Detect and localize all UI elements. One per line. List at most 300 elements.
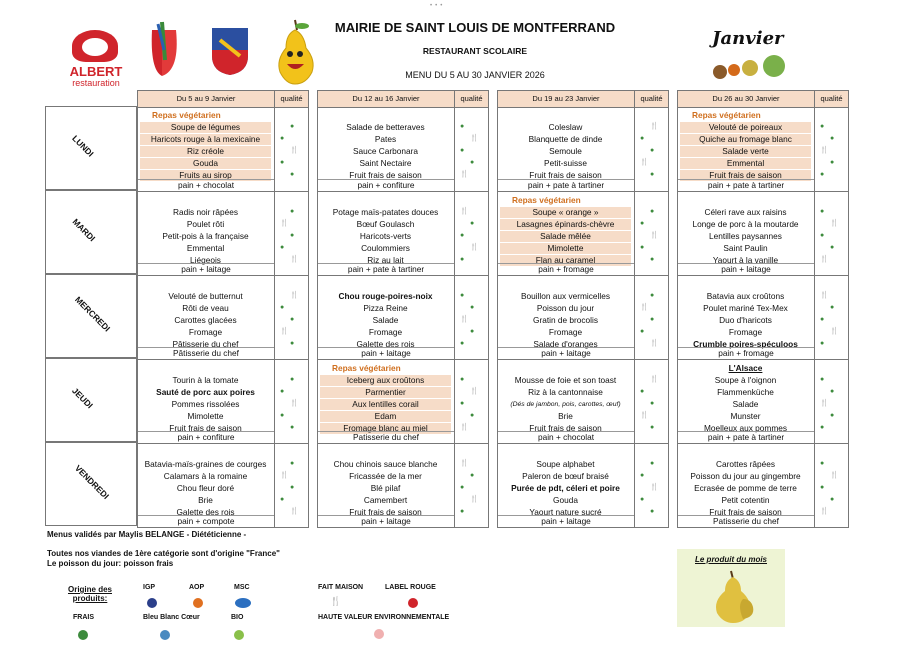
week-column bbox=[497, 90, 669, 528]
frais-icon: ● bbox=[830, 304, 835, 311]
bread-line: Patisserie du chef bbox=[678, 515, 814, 527]
frais-icon: ● bbox=[820, 376, 825, 383]
menu-item: Crumble poires-spéculoos bbox=[693, 339, 798, 349]
menu-item: Salade d'oranges bbox=[533, 339, 598, 349]
fait-maison-icon: 🍴 bbox=[460, 208, 469, 215]
bread-line: pain + confiture bbox=[318, 179, 454, 191]
frais-icon: ● bbox=[820, 424, 825, 431]
day-label-lundi: LUNDI bbox=[45, 106, 137, 190]
menu-item: Semoule bbox=[549, 146, 582, 156]
frais-icon: ● bbox=[640, 472, 645, 479]
frais-icon: ● bbox=[280, 159, 285, 166]
frais-icon: ● bbox=[470, 304, 475, 311]
frais-icon: ● bbox=[820, 316, 825, 323]
menu-item: Salade mêlée bbox=[500, 231, 631, 242]
frais-icon: ● bbox=[280, 135, 285, 142]
town-flag-logo bbox=[148, 20, 182, 78]
frais-icon: ● bbox=[460, 340, 465, 347]
menu-item: Pizza Reine bbox=[363, 303, 408, 313]
menu-item: Batavia-maïs-graines de courges bbox=[144, 459, 267, 469]
menu-item: Fruit frais de saison bbox=[709, 507, 782, 517]
fait-maison-icon: 🍴 bbox=[820, 400, 829, 407]
menu-item: Longe de porc à la moutarde bbox=[692, 219, 799, 229]
frais-icon: ● bbox=[460, 400, 465, 407]
day-cell bbox=[138, 107, 308, 191]
bread-line: pain + laitage bbox=[318, 347, 454, 359]
menu-item: Mimolette bbox=[187, 411, 224, 421]
day-cell bbox=[138, 191, 308, 275]
menu-item: Petit-suisse bbox=[544, 158, 587, 168]
menu-item: Poisson du jour au gingembre bbox=[690, 471, 801, 481]
day-cell bbox=[318, 191, 488, 275]
menu-item: Gouda bbox=[140, 158, 271, 169]
menu-item: (Dés de jambon, pois, carottes, œuf) bbox=[510, 401, 621, 408]
legend-hve-label: HAUTE VALEUR ENVIRONNEMENTALE bbox=[318, 614, 450, 621]
week-column bbox=[677, 90, 849, 528]
frais-icon: ● bbox=[650, 147, 655, 154]
menu-item: Riz à la cantonnaise bbox=[528, 387, 603, 397]
menu-item: Flan au caramel bbox=[500, 255, 631, 266]
frais-icon: ● bbox=[460, 232, 465, 239]
menu-item: Chou chinois sauce blanche bbox=[333, 459, 438, 469]
menu-item: Camembert bbox=[363, 495, 408, 505]
origine-label: Origine des produits: bbox=[67, 585, 112, 603]
menu-item: Fromage bbox=[728, 327, 763, 337]
frais-icon: ● bbox=[640, 220, 645, 227]
menu-item: Edam bbox=[320, 411, 451, 422]
day-cell bbox=[318, 443, 488, 527]
frais-icon: ● bbox=[820, 171, 825, 178]
menu-item: Sauce Carbonara bbox=[352, 146, 419, 156]
frais-icon: ● bbox=[280, 304, 285, 311]
menu-item bbox=[320, 279, 451, 290]
vegetarian-label: Repas végétarien bbox=[152, 110, 221, 120]
fait-maison-icon: 🍴 bbox=[290, 292, 299, 299]
bread-line: pain + confiture bbox=[138, 431, 274, 443]
menu-item: Riz créole bbox=[140, 146, 271, 157]
frais-icon: ● bbox=[650, 460, 655, 467]
day-cell bbox=[678, 275, 848, 359]
menu-item bbox=[320, 447, 451, 458]
fait-maison-icon: 🍴 bbox=[470, 496, 479, 503]
menu-item: Tourin à la tomate bbox=[172, 375, 239, 385]
frais-icon: ● bbox=[280, 496, 285, 503]
day-cell bbox=[498, 191, 668, 275]
day-label-mardi: MARDI bbox=[45, 190, 137, 274]
menu-item bbox=[680, 279, 811, 290]
menu-item: Fruit frais de saison bbox=[349, 170, 422, 180]
day-cell bbox=[138, 359, 308, 443]
menu-item: Haricots-verts bbox=[359, 231, 412, 241]
validated-note: Menus validés par Maylis BELANGE - Diététicienne - bbox=[47, 530, 247, 539]
quality-header: qualité bbox=[454, 91, 488, 107]
fait-maison-icon: 🍴 bbox=[640, 159, 649, 166]
menu-item: Purée de pdt, céleri et poire bbox=[511, 483, 620, 493]
menu-item: Petit cotentin bbox=[721, 495, 770, 505]
page-title: MAIRIE DE SAINT LOUIS DE MONTFERRAND bbox=[334, 20, 616, 35]
msc-icon bbox=[235, 598, 251, 608]
menu-item: Fromage blanc au miel bbox=[320, 423, 451, 434]
menu-item bbox=[140, 363, 271, 374]
frais-icon: ● bbox=[470, 412, 475, 419]
menu-item: Potage maïs-patates douces bbox=[332, 207, 439, 217]
day-cell bbox=[498, 107, 668, 191]
legend-igp-label: IGP bbox=[143, 584, 156, 591]
fait-maison-icon: 🍴 bbox=[470, 244, 479, 251]
menu-item: Coulommiers bbox=[361, 243, 410, 253]
week-title: Du 26 au 30 Janvier bbox=[712, 94, 780, 103]
menu-item: Paleron de bœuf braisé bbox=[522, 471, 609, 481]
day-cell bbox=[318, 107, 488, 191]
frais-icon: ● bbox=[640, 388, 645, 395]
day-cell bbox=[678, 107, 848, 191]
bread-line: pain + laitage bbox=[138, 263, 274, 275]
frais-icon: ● bbox=[460, 292, 465, 299]
fait-maison-icon: 🍴 bbox=[650, 232, 659, 239]
menu-item: Chou rouge-poires-noix bbox=[338, 291, 433, 301]
day-cell bbox=[498, 359, 668, 443]
menu-item: Rôti de veau bbox=[182, 303, 229, 313]
day-cell bbox=[318, 359, 488, 443]
menu-item: Lentilles paysannes bbox=[709, 231, 782, 241]
menu-item: Fricassée de la mer bbox=[349, 471, 422, 481]
quality-header: qualité bbox=[274, 91, 308, 107]
menu-item bbox=[320, 195, 451, 206]
legend-bbc-label: Bleu Blanc Cœur bbox=[143, 614, 200, 621]
menu-item bbox=[140, 279, 271, 290]
frais-icon: ● bbox=[650, 171, 655, 178]
fait-maison-icon: 🍴 bbox=[650, 376, 659, 383]
menu-item: Saint Paulin bbox=[723, 243, 768, 253]
menu-item bbox=[500, 363, 631, 374]
fait-maison-icon: 🍴 bbox=[470, 135, 479, 142]
menu-item: Mimolette bbox=[500, 243, 631, 254]
vegetarian-label: Repas végétarien bbox=[332, 363, 401, 373]
menu-item: Quiche au fromage blanc bbox=[680, 134, 811, 145]
menu-item: Poulet rôti bbox=[186, 219, 225, 229]
menu-item bbox=[500, 279, 631, 290]
menu-item: Brie bbox=[558, 411, 573, 421]
menu-item: Bœuf Goulasch bbox=[356, 219, 415, 229]
frais-icon: ● bbox=[290, 316, 295, 323]
quality-header: qualité bbox=[814, 91, 848, 107]
janvier-logo: Janvier bbox=[706, 22, 790, 82]
menu-item: Fromage bbox=[548, 327, 583, 337]
menu-item: Salade bbox=[732, 399, 759, 409]
menu-dates: MENU DU 5 AU 30 JANVIER 2026 bbox=[405, 70, 545, 80]
menu-item: Riz au lait bbox=[367, 255, 404, 265]
fait-maison-icon: 🍴 bbox=[650, 340, 659, 347]
frais-icon: ● bbox=[650, 256, 655, 263]
menu-item: Céleri rave aux raisins bbox=[704, 207, 787, 217]
menu-item: Haricots rouge à la mexicaine bbox=[140, 134, 271, 145]
menu-item: Pâtisserie du chef bbox=[172, 339, 239, 349]
viandes-note: Toutes nos viandes de 1ère catégorie sont d'origine "France" bbox=[47, 549, 280, 558]
quality-header: qualité bbox=[634, 91, 668, 107]
fait-maison-icon: 🍴 bbox=[460, 460, 469, 467]
menu-item: Chou fleur doré bbox=[176, 483, 235, 493]
frais-icon: ● bbox=[820, 340, 825, 347]
fait-maison-icon: 🍴 bbox=[290, 256, 299, 263]
fait-maison-icon: 🍴 bbox=[650, 123, 659, 130]
menu-item bbox=[140, 195, 271, 206]
bread-line: pain + laitage bbox=[678, 263, 814, 275]
fait-maison-icon: 🍴 bbox=[280, 328, 289, 335]
frais-icon: ● bbox=[460, 376, 465, 383]
fait-maison-icon: 🍴 bbox=[280, 220, 289, 227]
menu-item bbox=[320, 110, 451, 121]
fait-maison-icon: 🍴 bbox=[280, 472, 289, 479]
frais-icon: ● bbox=[460, 256, 465, 263]
menu-item: Fromage bbox=[368, 327, 403, 337]
day-label-vendredi: VENDREDI bbox=[45, 442, 137, 526]
frais-icon: ● bbox=[820, 208, 825, 215]
bread-line: pain + laitage bbox=[498, 515, 634, 527]
menu-item: Soupe à l'oignon bbox=[714, 375, 777, 385]
menu-item: Brie bbox=[198, 495, 213, 505]
vegetarian-label: Repas végétarien bbox=[512, 195, 581, 205]
menu-item: Mousse de foie et son toast bbox=[514, 375, 617, 385]
coat-of-arms-logo bbox=[210, 26, 250, 76]
frais-icon: ● bbox=[290, 424, 295, 431]
bread-line: pain + chocolat bbox=[138, 179, 274, 191]
day-label-jeudi: JEUDI bbox=[45, 358, 137, 442]
frais-icon: ● bbox=[650, 208, 655, 215]
menu-item: Soupe « orange » bbox=[500, 207, 631, 218]
menu-item: Emmental bbox=[680, 158, 811, 169]
menu-item: Salade bbox=[372, 315, 399, 325]
menu-item: L'Alsace bbox=[728, 363, 763, 373]
menu-item: Ecrasée de pomme de terre bbox=[694, 483, 797, 493]
menu-item: Fruit frais de saison bbox=[169, 423, 242, 433]
poisson-note: Le poisson du jour: poisson frais bbox=[47, 559, 174, 568]
menu-item: Gratin de brocolis bbox=[532, 315, 599, 325]
menu-item: Iceberg aux croûtons bbox=[320, 375, 451, 386]
menu-item bbox=[680, 447, 811, 458]
menu-item: Fromage bbox=[188, 327, 223, 337]
bread-line: pain + fromage bbox=[498, 263, 634, 275]
fait-maison-icon: 🍴 bbox=[290, 400, 299, 407]
frais-icon: ● bbox=[820, 460, 825, 467]
frais-icon: ● bbox=[470, 220, 475, 227]
day-cell bbox=[498, 275, 668, 359]
bio-icon bbox=[234, 630, 244, 640]
menu-item bbox=[500, 110, 631, 121]
menu-item: Flammenküche bbox=[717, 387, 774, 397]
day-label-mercredi: MERCREDI bbox=[45, 274, 137, 358]
frais-icon: ● bbox=[460, 147, 465, 154]
legend-bio-label: BIO bbox=[231, 614, 244, 621]
menu-item: Radis noir râpées bbox=[172, 207, 239, 217]
menu-item: Velouté de poireaux bbox=[680, 122, 811, 133]
frais-icon: ● bbox=[820, 232, 825, 239]
menu-item: Velouté de butternut bbox=[168, 291, 243, 301]
bread-line: pain + chocolat bbox=[498, 431, 634, 443]
frais-icon: ● bbox=[650, 316, 655, 323]
frais-icon: ● bbox=[830, 135, 835, 142]
fait-maison-icon: 🍴 bbox=[820, 147, 829, 154]
menu-item: Soupe de légumes bbox=[140, 122, 271, 133]
frais-icon: ● bbox=[470, 159, 475, 166]
fait-maison-icon: 🍴 bbox=[290, 508, 299, 515]
fait-maison-icon: 🍴 bbox=[460, 171, 469, 178]
frais-icon: ● bbox=[830, 412, 835, 419]
frais-icon: ● bbox=[470, 472, 475, 479]
page-subtitle: RESTAURANT SCOLAIRE bbox=[422, 46, 528, 56]
week-header bbox=[138, 91, 308, 108]
frais-icon: ● bbox=[290, 460, 295, 467]
frais-icon: ● bbox=[650, 424, 655, 431]
menu-item: Pommes rissolées bbox=[171, 399, 240, 409]
menu-item bbox=[680, 195, 811, 206]
menu-item: Petit-pois à la française bbox=[162, 231, 249, 241]
fait-maison-icon: 🍴 bbox=[830, 472, 839, 479]
menu-item: Yaourt à la vanille bbox=[712, 255, 779, 265]
fait-maison-icon: 🍴 bbox=[820, 292, 829, 299]
frais-icon: ● bbox=[460, 508, 465, 515]
fait-maison-icon: 🍴 bbox=[830, 328, 839, 335]
albert-logo: ALBERT restauration bbox=[60, 30, 132, 90]
fait-maison-icon: 🍴 bbox=[820, 256, 829, 263]
day-cell bbox=[678, 191, 848, 275]
menu-item: Sauté de porc aux poires bbox=[156, 387, 255, 397]
legend-msc-label: MSC bbox=[234, 584, 250, 591]
fait-maison-icon: 🍴 bbox=[830, 220, 839, 227]
bread-line: pain + laitage bbox=[498, 347, 634, 359]
menu-item: Liégeois bbox=[190, 255, 221, 265]
menu-item bbox=[500, 447, 631, 458]
day-cell bbox=[138, 275, 308, 359]
frais-icon: ● bbox=[650, 508, 655, 515]
menu-item: Aux lentilles corail bbox=[320, 399, 451, 410]
week-title: Du 12 au 16 Janvier bbox=[352, 94, 420, 103]
frais-icon: ● bbox=[290, 171, 295, 178]
label-rouge-icon bbox=[408, 598, 418, 608]
fait-maison-icon: 🍴 bbox=[640, 304, 649, 311]
frais-icon: ● bbox=[290, 340, 295, 347]
menu-item: Emmental bbox=[186, 243, 225, 253]
menu-item: Fruit frais de saison bbox=[680, 170, 811, 181]
frais-icon: ● bbox=[640, 135, 645, 142]
menu-item: Galette des rois bbox=[356, 339, 415, 349]
menu-item: Salade verte bbox=[680, 146, 811, 157]
week-column bbox=[317, 90, 489, 528]
menu-item: Carottes glacées bbox=[174, 315, 237, 325]
bread-line: pain + compote bbox=[138, 515, 274, 527]
frais-icon: ● bbox=[460, 123, 465, 130]
frais-icon: ● bbox=[470, 328, 475, 335]
frais-icon: ● bbox=[290, 123, 295, 130]
legend-aop-label: AOP bbox=[189, 584, 205, 591]
frais-icon: ● bbox=[640, 328, 645, 335]
legend-frais-label: FRAIS bbox=[73, 614, 94, 621]
frais-icon: ● bbox=[640, 244, 645, 251]
menu-item: Saint Nectaire bbox=[359, 158, 412, 168]
menu-item: Carottes râpées bbox=[715, 459, 776, 469]
menu-item: Duo d'haricots bbox=[719, 315, 772, 325]
menu-item: Poulet mariné Tex-Mex bbox=[703, 303, 788, 313]
week-header bbox=[318, 91, 488, 108]
fait-maison-icon: 🍴 bbox=[650, 484, 659, 491]
fait-maison-icon: 🍴 bbox=[640, 412, 649, 419]
menu-item: Fruit frais de saison bbox=[349, 507, 422, 517]
frais-icon bbox=[78, 630, 88, 640]
fait-maison-icon: 🍴 bbox=[460, 424, 469, 431]
menu-item bbox=[140, 447, 271, 458]
fait-maison-icon: 🍴 bbox=[820, 508, 829, 515]
bread-line: pain + pate à tartiner bbox=[498, 179, 634, 191]
menu-item: Galette des rois bbox=[176, 507, 235, 517]
menu-item: Calamars à la romaine bbox=[163, 471, 248, 481]
hve-icon bbox=[374, 629, 384, 639]
frais-icon: ● bbox=[280, 244, 285, 251]
frais-icon: ● bbox=[290, 232, 295, 239]
frais-icon: ● bbox=[460, 484, 465, 491]
day-cell bbox=[498, 443, 668, 527]
window-dots: ••• bbox=[430, 3, 446, 9]
frais-icon: ● bbox=[280, 412, 285, 419]
menu-item: Yaourt nature sucré bbox=[529, 507, 602, 517]
menu-item: Batavia aux croûtons bbox=[706, 291, 785, 301]
menu-item: Munster bbox=[730, 411, 761, 421]
frais-icon: ● bbox=[650, 292, 655, 299]
frais-icon: ● bbox=[820, 484, 825, 491]
menu-item: Salade de betteraves bbox=[346, 122, 425, 132]
legend-label-rouge-label: LABEL ROUGE bbox=[385, 584, 436, 591]
menu-item: Fruits au sirop bbox=[140, 170, 271, 181]
frais-icon: ● bbox=[830, 244, 835, 251]
menu-item: Gouda bbox=[553, 495, 578, 505]
bread-line: pain + pate à tartiner bbox=[678, 179, 814, 191]
fait-maison-icon: 🍴 bbox=[460, 316, 469, 323]
menu-item: Lasagnes épinards-chèvre bbox=[500, 219, 631, 230]
vegetarian-label: Repas végétarien bbox=[692, 110, 761, 120]
week-title: Du 5 au 9 Janvier bbox=[176, 94, 236, 103]
menu-item: Parmentier bbox=[320, 387, 451, 398]
frais-icon: ● bbox=[830, 159, 835, 166]
day-cell bbox=[138, 443, 308, 527]
week-header bbox=[678, 91, 848, 108]
menu-item: Moelleux aux pommes bbox=[703, 423, 787, 433]
menu-item: Pates bbox=[374, 134, 397, 144]
frais-icon: ● bbox=[650, 400, 655, 407]
bread-line: pain + pate à tartiner bbox=[318, 263, 454, 275]
frais-icon: ● bbox=[290, 484, 295, 491]
frais-icon: ● bbox=[830, 388, 835, 395]
week-header bbox=[498, 91, 668, 108]
menu-item: Bouillon aux vermicelles bbox=[520, 291, 610, 301]
menu-item: Poisson du jour bbox=[536, 303, 595, 313]
day-cell bbox=[678, 359, 848, 443]
fait-maison-icon: 🍴 bbox=[290, 147, 299, 154]
week-title: Du 19 au 23 Janvier bbox=[532, 94, 600, 103]
menu-item: Coleslaw bbox=[548, 122, 583, 132]
day-cell bbox=[318, 275, 488, 359]
pear-icon bbox=[707, 569, 761, 623]
bread-line: pain + pate à tartiner bbox=[678, 431, 814, 443]
frais-icon: ● bbox=[830, 496, 835, 503]
bread-line: Patisserie du chef bbox=[318, 431, 454, 443]
legend-fait-maison-label: FAIT MAISON bbox=[318, 584, 364, 591]
aop-icon bbox=[193, 598, 203, 608]
menu-item: Blé pilaf bbox=[370, 483, 401, 493]
produit-du-mois: Le produit du mois bbox=[677, 549, 785, 627]
menu-item: Blanquette de dinde bbox=[528, 134, 603, 144]
frais-icon: ● bbox=[820, 123, 825, 130]
bread-line: pain + fromage bbox=[678, 347, 814, 359]
igp-icon bbox=[147, 598, 157, 608]
bread-line: Pâtisserie du chef bbox=[138, 347, 274, 359]
